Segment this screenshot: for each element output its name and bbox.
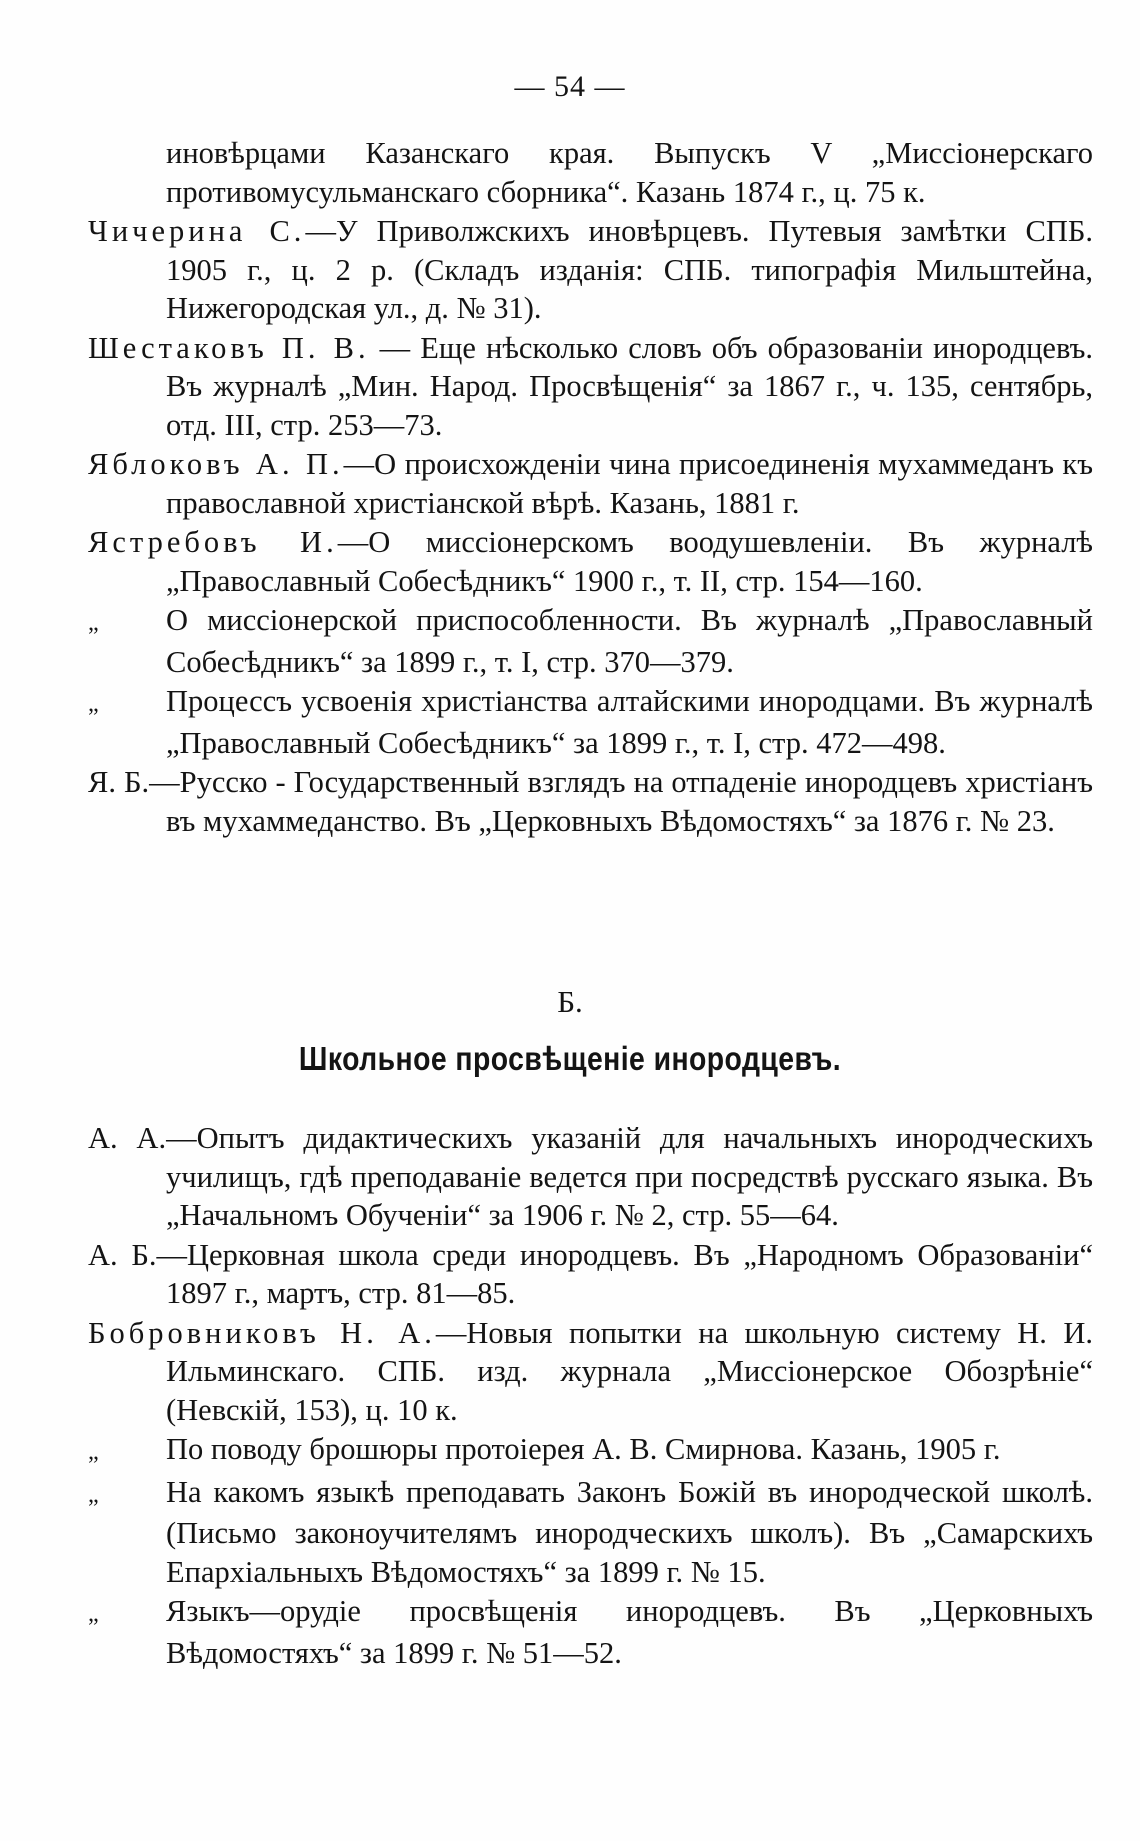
entry-text: —У Приволжскихъ иновѣрцевъ. Путевыя замѣтки СПБ. 1905 г., ц. 2 р. (Складъ изданія: СПБ. типографія Мильштейна, Нижегородская ул., д. № 31). xyxy=(166,214,1093,325)
entry-text: —Церковная школа среди инородцевъ. Въ „Народномъ Образованіи“ 1897 г., мартъ, стр. 81—85. xyxy=(156,1237,1093,1310)
ditto-mark: „ xyxy=(88,610,99,636)
entry-text: О миссіонерской приспособленности. Въ журналѣ „Православный Собесѣдникъ“ за 1899 г., т. I, стр. 370—379. xyxy=(166,603,1093,679)
bibliography-entry xyxy=(88,1119,1093,1235)
bibliography-entry-ditto xyxy=(88,1430,1093,1472)
entry-text: —Русско - Государственный взглядъ на отпаденіе инородцевъ христіанъ въ мухаммеданство. Въ „Церковныхъ Вѣдомостяхъ“ за 1876 г. № 23. xyxy=(149,765,1093,838)
entry-text: —Опытъ дидактическихъ указаній для начальныхъ инородческихъ училищъ, гдѣ преподаваніе ведется при посредствѣ русскаго языка. Въ „Начальномъ Обученіи“ за 1906 г. № 2, стр. 55—64. xyxy=(166,1121,1093,1232)
bibliography-entry xyxy=(88,212,1093,328)
ditto-mark: „ xyxy=(88,1601,99,1627)
entry-author: А. Б. xyxy=(88,1237,157,1272)
entry-text: — Еще нѣсколько словъ объ образованіи инородцевъ. Въ журналѣ „Мин. Народ. Просвѣщенія“ за 1867 г., ч. 135, сентябрь, отд. III, стр. 253—73. xyxy=(166,330,1093,442)
bibliography-section-a xyxy=(88,134,1093,841)
bibliography-entry xyxy=(88,329,1093,445)
bibliography-entry-ditto xyxy=(88,682,1093,762)
bibliography-entry xyxy=(88,134,1093,211)
bibliography-entry xyxy=(88,445,1093,522)
entry-text: По поводу брошюры протоіерея А. В. Смирнова. Казань, 1905 г. xyxy=(166,1432,1001,1466)
entry-author: Я. Б. xyxy=(88,765,150,799)
entry-text: —О происхожденіи чина присоединенія мухаммеданъ къ православной христіанской вѣрѣ. Казань, 1881 г. xyxy=(166,447,1093,520)
entry-author: Шестаковъ П. В. xyxy=(88,330,370,365)
entry-text: Языкъ—орудіе просвѣщенія инородцевъ. Въ „Церковныхъ Вѣдомостяхъ“ за 1899 г. № 51—52. xyxy=(166,1594,1093,1670)
bibliography-entry xyxy=(88,763,1093,840)
bibliography-entry-ditto xyxy=(88,1473,1093,1592)
ditto-mark: „ xyxy=(88,1439,99,1465)
entry-author: Чичерина С. xyxy=(88,214,306,248)
bibliography-entry-ditto xyxy=(88,1592,1093,1672)
entry-text: —Новыя попытки на школьную систему Н. И. Ильминскаго. СПБ. изд. журнала „Миссіонерское Обозрѣніе“ (Невскій, 153), ц. 10 к. xyxy=(166,1315,1093,1427)
section-letter: Б. xyxy=(557,984,583,1019)
entry-text: На какомъ языкѣ преподавать Законъ Божій въ инородческой школѣ. (Письмо законоучителямъ инородческихъ школъ). Въ „Самарскихъ Епархіальныхъ Вѣдомостяхъ“ за 1899 г. № 15. xyxy=(166,1474,1093,1589)
section-title: Школьное просвѣщеніе инородцевъ. xyxy=(298,1040,842,1077)
bibliography-entry-ditto xyxy=(88,601,1093,681)
entry-author: Ястребовъ И. xyxy=(88,525,338,559)
page-number: — 54 — xyxy=(514,70,626,103)
bibliography-section-b xyxy=(88,1119,1093,1673)
entry-author: Бобровниковъ Н. А. xyxy=(88,1315,436,1350)
entry-author: Яблоковъ А. П. xyxy=(88,447,344,481)
bibliography-entry xyxy=(88,1236,1093,1313)
entry-text: иновѣрцами Казанскаго края. Выпускъ V „Миссіонерскаго противомусульманскаго сборника“. Казань 1874 г., ц. 75 к. xyxy=(166,136,1093,209)
bibliography-entry xyxy=(88,523,1093,600)
entry-author: А. А. xyxy=(88,1121,167,1155)
ditto-mark: „ xyxy=(88,1481,99,1508)
entry-text: —О миссіонерскомъ воодушевленіи. Въ журналѣ „Православный Собесѣдникъ“ 1900 г., т. II, стр. 154—160. xyxy=(166,525,1093,598)
entry-text: Процессъ усвоенія христіанства алтайскими инородцами. Въ журналѣ „Православный Собесѣдникъ“ за 1899 г., т. I, стр. 472—498. xyxy=(166,684,1093,760)
ditto-mark: „ xyxy=(88,691,99,717)
bibliography-entry xyxy=(88,1314,1093,1430)
